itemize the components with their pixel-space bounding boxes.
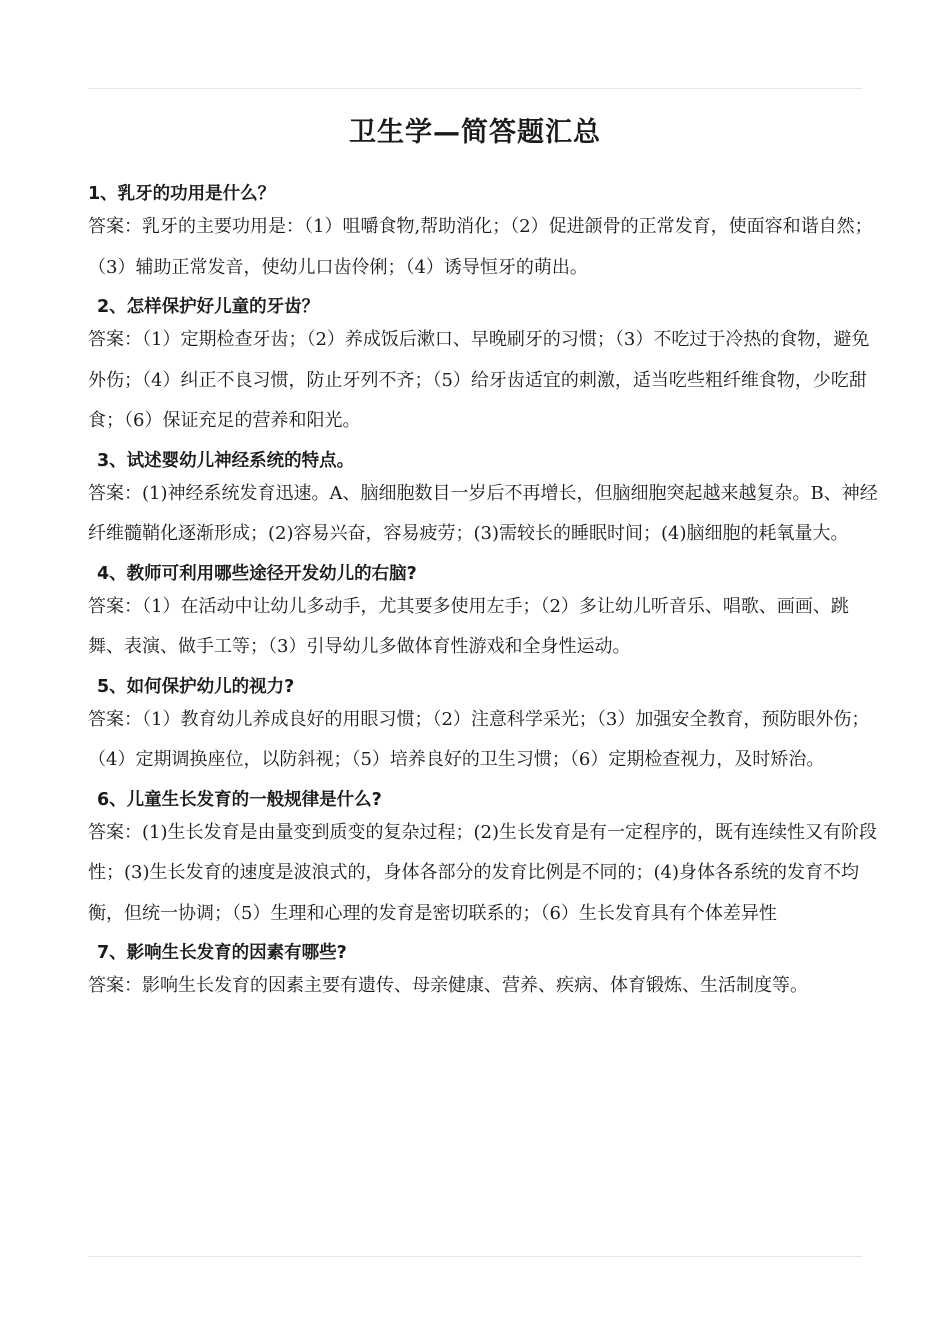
- answer-2: 答案：（1）定期检查牙齿；（2）养成饭后漱口、早晚刷牙的习惯；（3）不吃过于冷热的食物，避免外伤；（4）纠正不良习惯，防止牙列不齐；（5）给牙齿适宜的刺激，适当吃些粗纤维食物，少吃甜食；（6）保证充足的营养和阳光。: [88, 329, 870, 431]
- question-1: 1、乳牙的功用是什么？: [88, 184, 276, 204]
- bottom-divider: [88, 1256, 862, 1257]
- answer-7: 答案：影响生长发育的因素主要有遗传、母亲健康、营养、疾病、体育锻炼、生活制度等。: [88, 975, 808, 996]
- question-6: 6、儿童生长发育的一般规律是什么?: [97, 789, 382, 810]
- answer-4: 答案：（1）在活动中让幼儿多动手，尤其要多使用左手；（2）多让幼儿听音乐、唱歌、画画、跳舞、表演、做手工等；（3）引导幼儿多做体育性游戏和全身性运动。: [88, 595, 849, 657]
- qa-item-7: [88, 942, 878, 1007]
- qa-item-5: [88, 676, 878, 781]
- page-title: 卫生学—简答题汇总: [349, 117, 601, 148]
- qa-item-3: [88, 450, 878, 555]
- answer-5: 答案：（1）教育幼儿养成良好的用眼习惯；（2）注意科学采光；（3）加强安全教育，预防眼外伤；（4）定期调换座位，以防斜视；（5）培养良好的卫生习惯；（6）定期检查视力，及时矫治。: [88, 708, 870, 770]
- qa-item-4: [88, 563, 878, 668]
- question-7: 7、影响生长发育的因素有哪些?: [97, 943, 347, 963]
- answer-1: 答案：乳牙的主要功用是：（1）咀嚼食物,帮助消化；（2）促进颌骨的正常发育，使面容和谐自然；（3）辅助正常发音，使幼儿口齿伶俐；（4）诱导恒牙的萌出。: [88, 216, 873, 278]
- document-page: [88, 110, 878, 1007]
- question-4: 4、教师可利用哪些途径开发幼儿的右脑?: [97, 563, 417, 584]
- qa-item-6: [88, 789, 878, 935]
- answer-3: 答案：(1)神经系统发育迅速。A、脑细胞数目一岁后不再增长，但脑细胞突起越来越复杂。B、神经纤维髓鞘化逐渐形成；(2)容易兴奋，容易疲劳；(3)需较长的睡眠时间；(4)脑细胞的耗氧量大。: [88, 482, 878, 544]
- question-2: 2、怎样保护好儿童的牙齿？: [97, 297, 320, 317]
- answer-6: 答案：(1)生长发育是由量变到质变的复杂过程；(2)生长发育是有一定程序的，既有连续性又有阶段性；(3)生长发育的速度是波浪式的，身体各部分的发育比例是不同的；(4)身体各系统的发育不均衡，但统一协调；（5）生理和心理的发育是密切联系的；（6）生长发育具有个体差异性: [88, 821, 877, 924]
- qa-item-2: [88, 296, 878, 442]
- question-3: 3、试述婴幼儿神经系统的特点。: [97, 450, 355, 471]
- qa-item-1: [88, 183, 878, 288]
- question-5: 5、如何保护幼儿的视力?: [97, 676, 295, 697]
- top-divider: [88, 88, 862, 89]
